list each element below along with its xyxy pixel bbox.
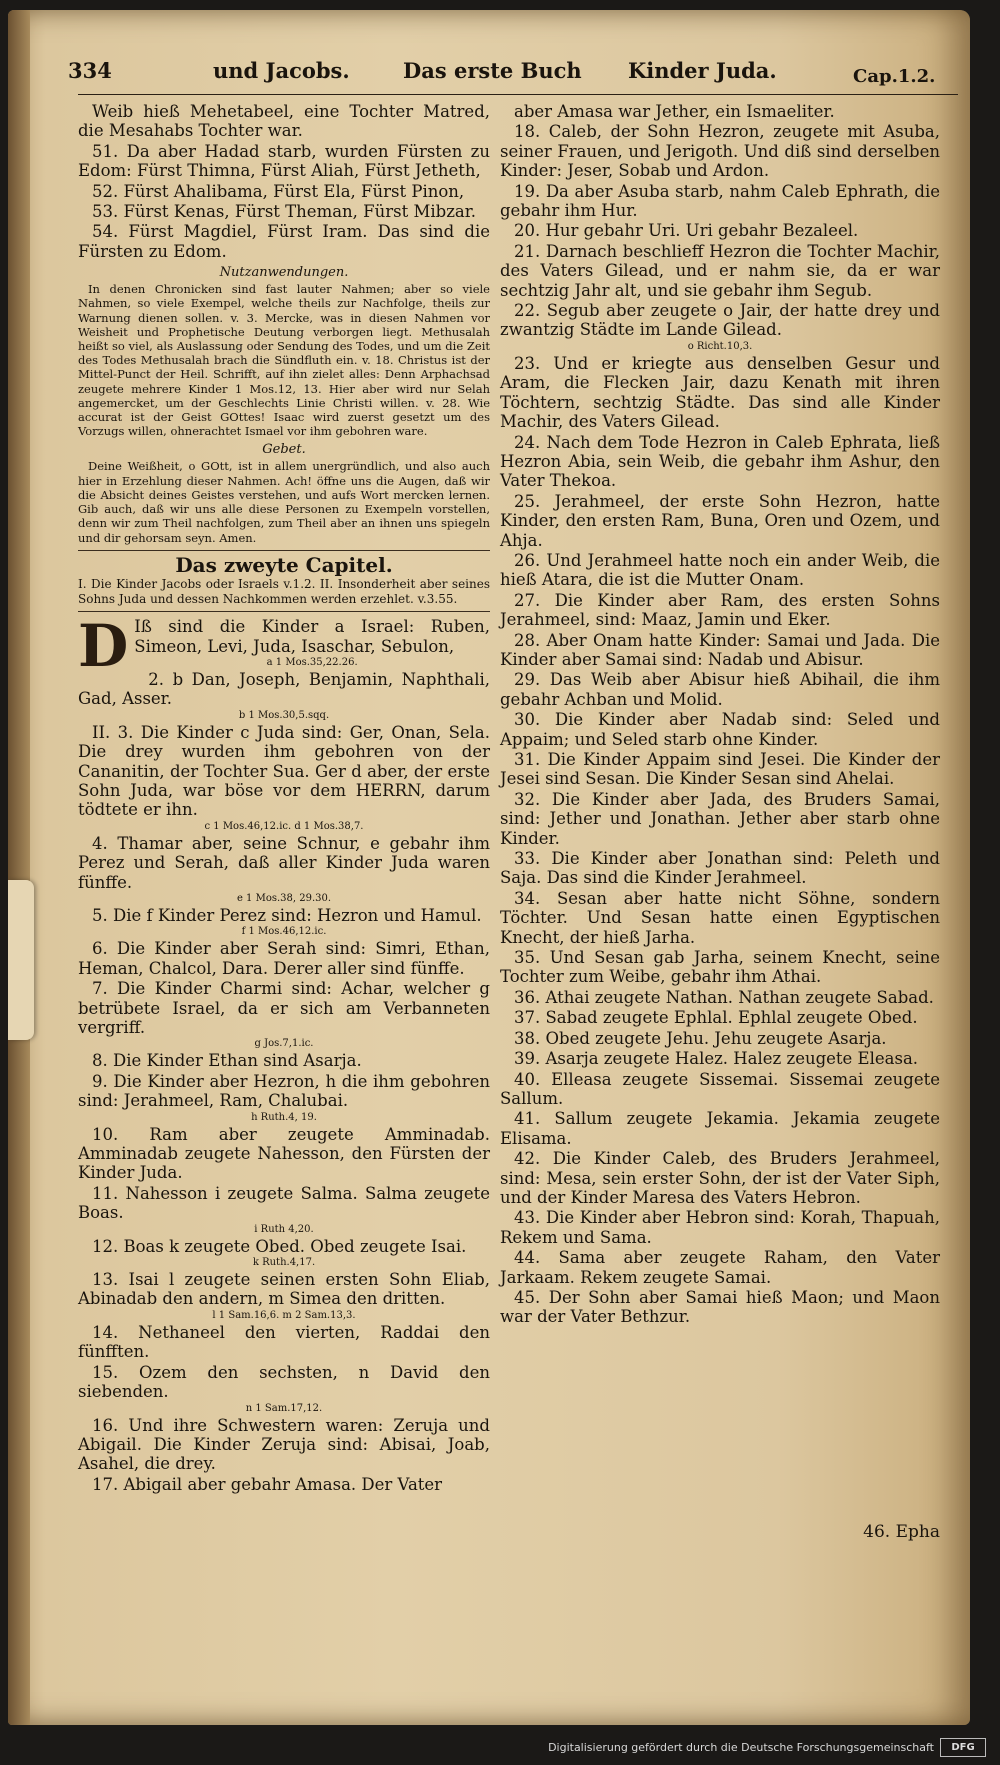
verse: 45. Der Sohn aber Samai hieß Maon; und Maon war der Vater Bethzur. [500, 1287, 940, 1327]
verse: 4. Thamar aber, seine Schnur, e gebahr ihm Perez und Serah, daß aller Kinder Juda waren fünffe. [78, 833, 490, 892]
dropcap-initial: D [78, 612, 129, 681]
book-page [8, 10, 970, 1725]
verse: 34. Sesan aber hatte nicht Söhne, sondern Töchter. Und Sesan hatte einen Egyptischen Knecht, der hieß Jarha. [500, 888, 940, 947]
verse: 24. Nach dem Tode Hezron in Caleb Ephrata, ließ Hezron Abia, sein Weib, die gebahr ihm Ashur, den Vater Thekoa. [500, 432, 940, 491]
dfg-logo: DFG [940, 1738, 986, 1757]
verse: 15. Ozem den sechsten, n David den siebenden. [78, 1362, 490, 1402]
verse: 28. Aber Onam hatte Kinder: Samai und Jada. Die Kinder aber Samai sind: Nadab und Abisur. [500, 630, 940, 669]
verse: 20. Hur gebahr Uri. Uri gebahr Bezaleel. [514, 221, 859, 241]
verse: 43. Die Kinder aber Hebron sind: Korah, Thapuah, Rekem und Sama. [500, 1208, 940, 1247]
digitization-credit: Digitalisierung gefördert durch die Deutsche Forschungsgemeinschaft [548, 1741, 934, 1754]
cross-reference: f 1 Mos.46,12.ic. [241, 926, 327, 938]
nutzanwendungen-text: In denen Chronicken sind fast lauter Nahmen; aber so viele Nahmen, so viele Exempel, welche theils zur Nachfolge, theils zur Warnung dienen sollen. v. 3. Mercke, was in diesen Nahmen vor Weisheit und Prophetische Deutung verborgen liegt. Methusalah heißt so viel, als Auslassung oder Sendung des Todes, und um die Zeit des Todes Methusalah brach die Sündfluth ein. v. 18. Christus ist der Mittel-Punct der Heil. Schrifft, auf ihn zielet alles: Denn Arphachsad zeugete mehrere Kinder 1 Mos.12, 13. Hier aber wird nur Selah angemercket, um der Geschlechts Linie Christi willen. v. 28. Wie accurat ist der Geist GOttes! Isaac wird zuerst gesetzt um des Vorzugs willen, ohnerachtet Ismael vor ihm gebohren ware. [78, 282, 490, 439]
verse: 17. Abigail aber gebahr Amasa. Der Vater [92, 1474, 443, 1494]
verse: 22. Segub aber zeugete o Jair, der hatte drey und zwantzig Städte im Lande Gilead. [500, 301, 940, 340]
left-column [78, 102, 490, 1495]
verse: 6. Die Kinder aber Serah sind: Simri, Ethan, Heman, Chalcol, Dara. Derer aller sind fünffe. [78, 939, 490, 978]
verse: 26. Und Jerahmeel hatte noch ein ander Weib, die hieß Atara, die ist die Mutter Onam. [500, 550, 940, 590]
separator-rule [78, 550, 490, 551]
cross-reference: l 1 Sam.16,6. m 2 Sam.13,3. [212, 1309, 356, 1321]
verse: 52. Fürst Ahalibama, Fürst Ela, Fürst Pinon, [92, 181, 465, 201]
verse: 41. Sallum zeugete Jekamia. Jekamia zeugete Elisama. [500, 1109, 940, 1148]
verse: 9. Die Kinder aber Hezron, h die ihm gebohren sind: Jerahmeel, Ram, Chalubai. [78, 1071, 490, 1111]
gebet-text: Deine Weißheit, o GOtt, ist in allem unergründlich, und also auch hier in Erzehlung dieser Nahmen. Ach! öffne uns die Augen, daß wir die Absicht deines Geistes verstehen, und aufs Wort mercken lernen. Gib auch, daß wir uns alle diese Personen zu Exempeln vorstellen, denn wir zum Theil nachfolgen, zum Theil aber an ihnen uns spiegeln und dir gehorsam seyn. Amen. [78, 459, 490, 545]
verse: 37. Sabad zeugete Ephlal. Ephlal zeugete Obed. [514, 1008, 918, 1028]
cross-reference: o Richt.10,3. [687, 340, 753, 352]
verse: 29. Das Weib aber Abisur hieß Abihail, die ihm gebahr Achban und Molid. [500, 670, 940, 709]
verse: 33. Die Kinder aber Jonathan sind: Peleth und Saja. Das sind die Kinder Jerahmeel. [500, 849, 940, 888]
cross-reference: e 1 Mos.38, 29.30. [236, 892, 332, 904]
gebet-heading: Gebet. [262, 442, 306, 458]
running-head-left: und Jacobs. [213, 58, 350, 83]
verse: 53. Fürst Kenas, Fürst Theman, Fürst Mibzar. [92, 202, 477, 222]
page-number: 334 [68, 58, 112, 83]
verse: 16. Und ihre Schwestern waren: Zeruja und Abigail. Die Kinder Zeruja sind: Abisai, Joab, Asahel, die drey. [78, 1415, 490, 1474]
verses-top [78, 102, 490, 261]
cross-reference: b 1 Mos.30,5.sqq. [238, 709, 330, 721]
verse: 35. Und Sesan gab Jarha, seinem Knecht, seine Tochter zum Weibe, gebahr ihm Athai. [500, 948, 940, 987]
chapter-title: Das zweyte Capitel. [175, 552, 393, 577]
verse: 32. Die Kinder aber Jada, des Bruders Samai, sind: Jether und Jonathan. Jether aber starb ohne Kinder. [500, 789, 940, 848]
verse: 7. Die Kinder Charmi sind: Achar, welcher g betrübete Israel, da er sich am Verbanneten vergriff. [78, 979, 490, 1038]
verse: 51. Da aber Hadad starb, wurden Fürsten zu Edom: Fürst Thimna, Fürst Aliah, Fürst Jetheth, [78, 141, 490, 181]
chapter-summary: I. Die Kinder Jacobs oder Israels v.1.2. II. Insonderheit aber seines Sohns Juda und dessen Nachkommen werden erzehlet. v.3.55. [78, 577, 490, 606]
verse: 44. Sama aber zeugete Raham, den Vater Jarkaam. Rekem zeugete Samai. [500, 1248, 940, 1287]
book-spine [8, 10, 30, 1725]
verse: 36. Athai zeugete Nathan. Nathan zeugete Sabad. [514, 987, 934, 1007]
cross-reference: a 1 Mos.35,22.26. [266, 656, 358, 668]
verse: 21. Darnach beschlieff Hezron die Tochter Machir, des Vaters Gilead, und er nahm sie, da er war sechtzig Jahr alt, und sie gebahr ihm Segub. [500, 241, 940, 300]
verse: 39. Asarja zeugete Halez. Halez zeugete Eleasa. [514, 1049, 919, 1069]
cross-reference: g Jos.7,1.ic. [254, 1038, 314, 1050]
verse: aber Amasa war Jether, ein Ismaeliter. [514, 102, 835, 121]
verse: 40. Elleasa zeugete Sissemai. Sissemai zeugete Sallum. [500, 1069, 940, 1108]
verse: Iß sind die Kinder a Israel: Ruben, Simeon, Levi, Juda, Isaschar, Sebulon, [134, 617, 490, 656]
verse: 31. Die Kinder Appaim sind Jesei. Die Kinder der Jesei sind Sesan. Die Kinder Sesan sind Ahelai. [500, 750, 940, 789]
verse: Weib hieß Mehetabeel, eine Tochter Matred, die Mesahabs Tochter war. [78, 102, 490, 141]
running-head-right: Kinder Juda. [628, 58, 777, 83]
running-head-center: Das erste Buch [403, 58, 582, 83]
header-rule [78, 94, 958, 95]
verses-right [500, 102, 940, 1327]
verse: 19. Da aber Asuba starb, nahm Caleb Ephrath, die gebahr ihm Hur. [500, 181, 940, 221]
cross-reference: n 1 Sam.17,12. [245, 1402, 323, 1414]
verse: 23. Und er kriegte aus denselben Gesur und Aram, die Flecken Jair, dazu Kenath mit ihren Töchtern, sechtzig Städte. Das sind alle Kinder Machir, des Vaters Gilead. [500, 353, 940, 432]
verse: 14. Nethaneel den vierten, Raddai den fünfften. [78, 1322, 490, 1362]
nutzanwendungen-heading: Nutzanwendungen. [219, 265, 349, 281]
right-column [500, 102, 940, 1328]
chapter-reference: Cap.1.2. [853, 66, 936, 87]
verse: 30. Die Kinder aber Nadab sind: Seled und Appaim; und Seled starb ohne Kinder. [500, 710, 940, 749]
verse: 10. Ram aber zeugete Amminadab. Amminadab zeugete Nahesson, den Fürsten der Kinder Juda. [78, 1124, 490, 1183]
cross-reference: h Ruth.4, 19. [251, 1111, 317, 1123]
verse: 18. Caleb, der Sohn Hezron, zeugete mit Asuba, seiner Frauen, und Jerigoth. Und diß sind derselben Kinder: Jeser, Sobab und Ardon. [500, 122, 940, 181]
verses-chapter [78, 612, 490, 1494]
verse: 25. Jerahmeel, der erste Sohn Hezron, hatte Kinder, den ersten Ram, Buna, Oren und Ozem, und Ahja. [500, 491, 940, 550]
verse: 5. Die f Kinder Perez sind: Hezron und Hamul. [92, 905, 482, 925]
verse: 2. b Dan, Joseph, Benjamin, Naphthali, Gad, Asser. [78, 669, 490, 709]
verse: 11. Nahesson i zeugete Salma. Salma zeugete Boas. [78, 1183, 490, 1223]
verse: 54. Fürst Magdiel, Fürst Iram. Das sind die Fürsten zu Edom. [78, 222, 490, 261]
cross-reference: i Ruth 4,20. [254, 1223, 314, 1235]
page-fold-tab [8, 880, 34, 1040]
verse: 12. Boas k zeugete Obed. Obed zeugete Isai. [92, 1236, 467, 1256]
verse: 8. Die Kinder Ethan sind Asarja. [92, 1051, 362, 1071]
verse: 27. Die Kinder aber Ram, des ersten Sohns Jerahmeel, sind: Maaz, Jamin und Eker. [500, 590, 940, 630]
verse: 38. Obed zeugete Jehu. Jehu zeugete Asarja. [514, 1028, 887, 1048]
verse: 13. Isai l zeugete seinen ersten Sohn Eliab, Abinadab den andern, m Simea den dritten. [78, 1270, 490, 1309]
verse: 42. Die Kinder Caleb, des Bruders Jerahmeel, sind: Mesa, sein erster Sohn, der ist der Vater Siph, und der Kinder Maresa des Vaters Hebron. [500, 1149, 940, 1207]
verse: II. 3. Die Kinder c Juda sind: Ger, Onan, Sela. Die drey wurden ihm gebohren von der Cananitin, der Tochter Sua. Ger d aber, der erste Sohn Juda, war böse vor dem HERRN, darum tödtete er ihn. [78, 722, 490, 820]
catchword: 46. Epha [863, 1522, 940, 1542]
separator-rule [78, 611, 490, 612]
cross-reference: c 1 Mos.46,12.ic. d 1 Mos.38,7. [204, 820, 364, 832]
cross-reference: k Ruth.4,17. [252, 1257, 316, 1269]
